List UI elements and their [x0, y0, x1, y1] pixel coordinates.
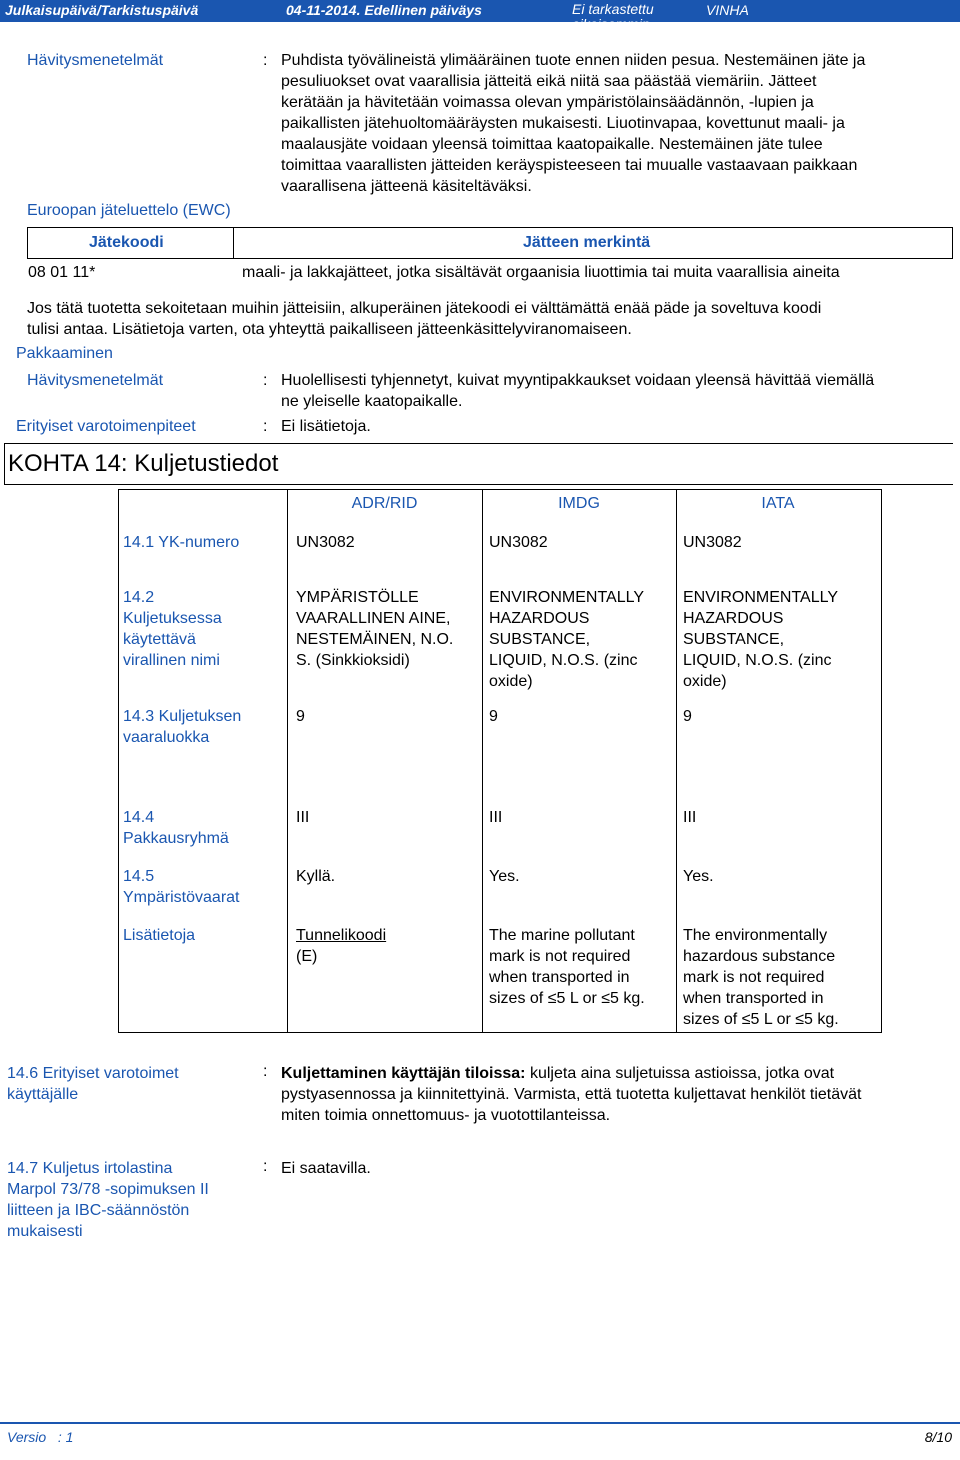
packing-group-iata: III [683, 809, 697, 826]
colon: : [263, 52, 268, 69]
text-line: Huolellisesti tyhjennetyt, kuivat myyntipakkaukset voidaan yleensä hävittää viemällä [281, 372, 875, 389]
packaging-methods-text [281, 370, 951, 412]
disposal-methods-text [281, 50, 951, 197]
text-line: tulisi antaa. Lisätietoja varten, ota yhteyttä paikalliseen jätteenkäsittelyviranomaiseen. [27, 321, 632, 338]
footer-rule [0, 1422, 960, 1424]
footer-page: 8/10 [924, 1429, 952, 1445]
footer-version: Versio : 1 [7, 1429, 74, 1445]
text-line: LIQUID, N.O.S. (zinc [489, 652, 638, 669]
col-divider [482, 489, 483, 1033]
text-line: The environmentally [683, 927, 828, 944]
text-line: HAZARDOUS [489, 610, 590, 627]
text-line: sizes of ≤5 L or ≤5 kg. [683, 1011, 839, 1028]
disposal-methods-label: Hävitysmenetelmät [27, 52, 164, 69]
additional-info-adr [296, 925, 386, 967]
text-line: SUBSTANCE, [489, 631, 591, 648]
text-line: sizes of ≤5 L or ≤5 kg. [489, 990, 645, 1007]
special-precautions-label [7, 1063, 179, 1105]
text-line [281, 1063, 951, 1084]
text-line: hazardous substance [683, 948, 836, 965]
bulk-transport-label [7, 1158, 209, 1242]
text-line: NESTEMÄINEN, N.O. [296, 631, 454, 648]
text-line: mark is not required [683, 969, 825, 986]
hazard-class-imdg: 9 [489, 708, 498, 725]
un-imdg: UN3082 [489, 534, 548, 551]
waste-code-header: Jätekoodi [89, 234, 164, 251]
text-line: kerätään ja hävitetään voimassa olevan ympäristölainsäädännön, -lupien ja [281, 94, 814, 111]
colon: : [263, 1158, 268, 1175]
text-line: oxide) [489, 673, 533, 690]
text-line: LIQUID, N.O.S. (zinc [683, 652, 832, 669]
text-line: ENVIRONMENTALLY [489, 589, 644, 606]
mixing-note [27, 298, 947, 340]
row-label-additional-info: Lisätietoja [123, 927, 196, 944]
col-divider [287, 489, 288, 1033]
text-line: SUBSTANCE, [683, 631, 785, 648]
text-line: 14.7 Kuljetus irtolastina [7, 1160, 173, 1177]
row-label-env-hazards [123, 866, 240, 908]
text-line: YMPÄRISTÖLLE [296, 589, 419, 606]
text-line: Kuljetuksessa [123, 610, 222, 627]
text-line: HAZARDOUS [683, 610, 784, 627]
text-line: Marpol 73/78 -sopimuksen II [7, 1181, 209, 1198]
row-label-un-number: 14.1 YK-numero [123, 534, 240, 551]
waste-description: maali- ja lakkajätteet, jotka sisältävät orgaanisia liuottimia tai muita vaarallisia aineita [242, 264, 840, 281]
precautions-label: Erityiset varotoimenpiteet [16, 418, 196, 435]
packaging-methods-label: Hävitysmenetelmät [27, 372, 164, 389]
text-line: liitteen ja IBC-säännöstön [7, 1202, 190, 1219]
text-line: vaaraluokka [123, 729, 210, 746]
text-line: 14.4 [123, 809, 155, 826]
text-line: virallinen nimi [123, 652, 220, 669]
text-line: käyttäjälle [7, 1086, 79, 1103]
text-line: 14.3 Kuljetuksen [123, 708, 242, 725]
precautions-value: Ei lisätietoja. [281, 418, 371, 435]
status-label: VINHA [706, 2, 749, 18]
colon: : [263, 372, 268, 389]
not-checked-note: Ei tarkastettu aikaisemmin. [572, 1, 654, 32]
colon: : [263, 418, 268, 435]
text-line: oxide) [683, 673, 727, 690]
text-line: käytettävä [123, 631, 196, 648]
col-header-imdg: IMDG [558, 495, 600, 512]
un-iata: UN3082 [683, 534, 742, 551]
additional-info-iata [683, 925, 839, 1030]
special-bold: Kuljettaminen käyttäjän tiloissa: [281, 1065, 526, 1082]
issue-date-label: Julkaisupäivä/Tarkistuspäivä [5, 2, 199, 18]
text-line: Ympäristövaarat [123, 889, 240, 906]
text-line: Jos tätä tuotetta sekoitetaan muihin jätteisiin, alkuperäinen jätekoodi ei välttämättä enää päde ja soveltuva koodi [27, 300, 822, 317]
text-line: The marine pollutant [489, 927, 635, 944]
shipping-name-imdg [489, 587, 644, 692]
text-line: ne yleiselle kaatopaikalle. [281, 393, 463, 410]
env-hazards-adr: Kyllä. [296, 868, 336, 885]
text-line: S. (Sinkkioksidi) [296, 652, 410, 669]
row-label-hazard-class [123, 706, 241, 748]
additional-info-imdg [489, 925, 645, 1009]
text-span: kuljeta aina suljetuissa astioissa, jotka ovat [525, 1065, 835, 1082]
waste-desc-header: Jätteen merkintä [523, 234, 651, 251]
col-header-iata: IATA [761, 495, 795, 512]
col-divider [676, 489, 677, 1033]
text-line: Pakkausryhmä [123, 830, 229, 847]
text-line: Puhdista työvälineistä ylimääräinen tuote ennen niiden pesua. Nestemäinen jäte ja [281, 52, 866, 69]
text-line: 14.5 [123, 868, 155, 885]
row-label-packing-group [123, 807, 229, 849]
text-line: when transported in [489, 969, 630, 986]
text-line: toimittaa vaarallisten jätteiden keräyspisteeseen tai muualle vastaavaan paikkaan [281, 157, 858, 174]
text-line: miten toimia onnettomuus- ja vuotottilanteissa. [281, 1107, 611, 1124]
shipping-name-adr [296, 587, 453, 671]
packaging-title: Pakkaaminen [16, 345, 113, 362]
packing-group-imdg: III [489, 809, 503, 826]
header-dates: 04-11-2014. Edellinen päiväys [286, 2, 482, 18]
ewc-label: Euroopan jäteluettelo (EWC) [27, 202, 231, 219]
env-hazards-imdg: Yes. [489, 868, 520, 885]
shipping-name-iata [683, 587, 838, 692]
text-line: pesuliuokset ovat vaarallisia jätteitä eikä niitä saa päästää viemäriin. Jätteet [281, 73, 817, 90]
colon: : [263, 1063, 268, 1080]
special-precautions-text [281, 1063, 951, 1126]
un-adr: UN3082 [296, 534, 355, 551]
tunnel-code-label: Tunnelikoodi [296, 927, 387, 944]
bulk-transport-value: Ei saatavilla. [281, 1160, 371, 1177]
waste-code: 08 01 11* [28, 264, 96, 281]
text-line: mark is not required [489, 948, 631, 965]
text-line: pystyasennossa ja kiinnitettyinä. Varmista, että tuotetta kuljettavat henkilöt tietävät [281, 1086, 862, 1103]
col-header-adr: ADR/RID [351, 495, 418, 512]
text-line: when transported in [683, 990, 824, 1007]
hazard-class-iata: 9 [683, 708, 692, 725]
text-line: vaarallisena jätteenä käsiteltäväksi. [281, 178, 532, 195]
row-label-shipping-name [123, 587, 222, 671]
text-line: 14.2 [123, 589, 155, 606]
packing-group-adr: III [296, 809, 310, 826]
tunnel-code-value: (E) [296, 948, 318, 965]
text-line: mukaisesti [7, 1223, 83, 1240]
section-14-title: KOHTA 14: Kuljetustiedot [8, 450, 279, 477]
text-line: paikallisten jätehuoltomääräysten mukaisesti. Liuotinvapaa, kovettunut maali- ja [281, 115, 845, 132]
text-line: maalausjäte voidaan yleensä toimittaa kaatopaikalle. Nestemäinen jäte tulee [281, 136, 823, 153]
text-line: ENVIRONMENTALLY [683, 589, 838, 606]
hazard-class-adr: 9 [296, 708, 305, 725]
text-line: 14.6 Erityiset varotoimet [7, 1065, 179, 1082]
env-hazards-iata: Yes. [683, 868, 714, 885]
text-line: VAARALLINEN AINE, [296, 610, 451, 627]
